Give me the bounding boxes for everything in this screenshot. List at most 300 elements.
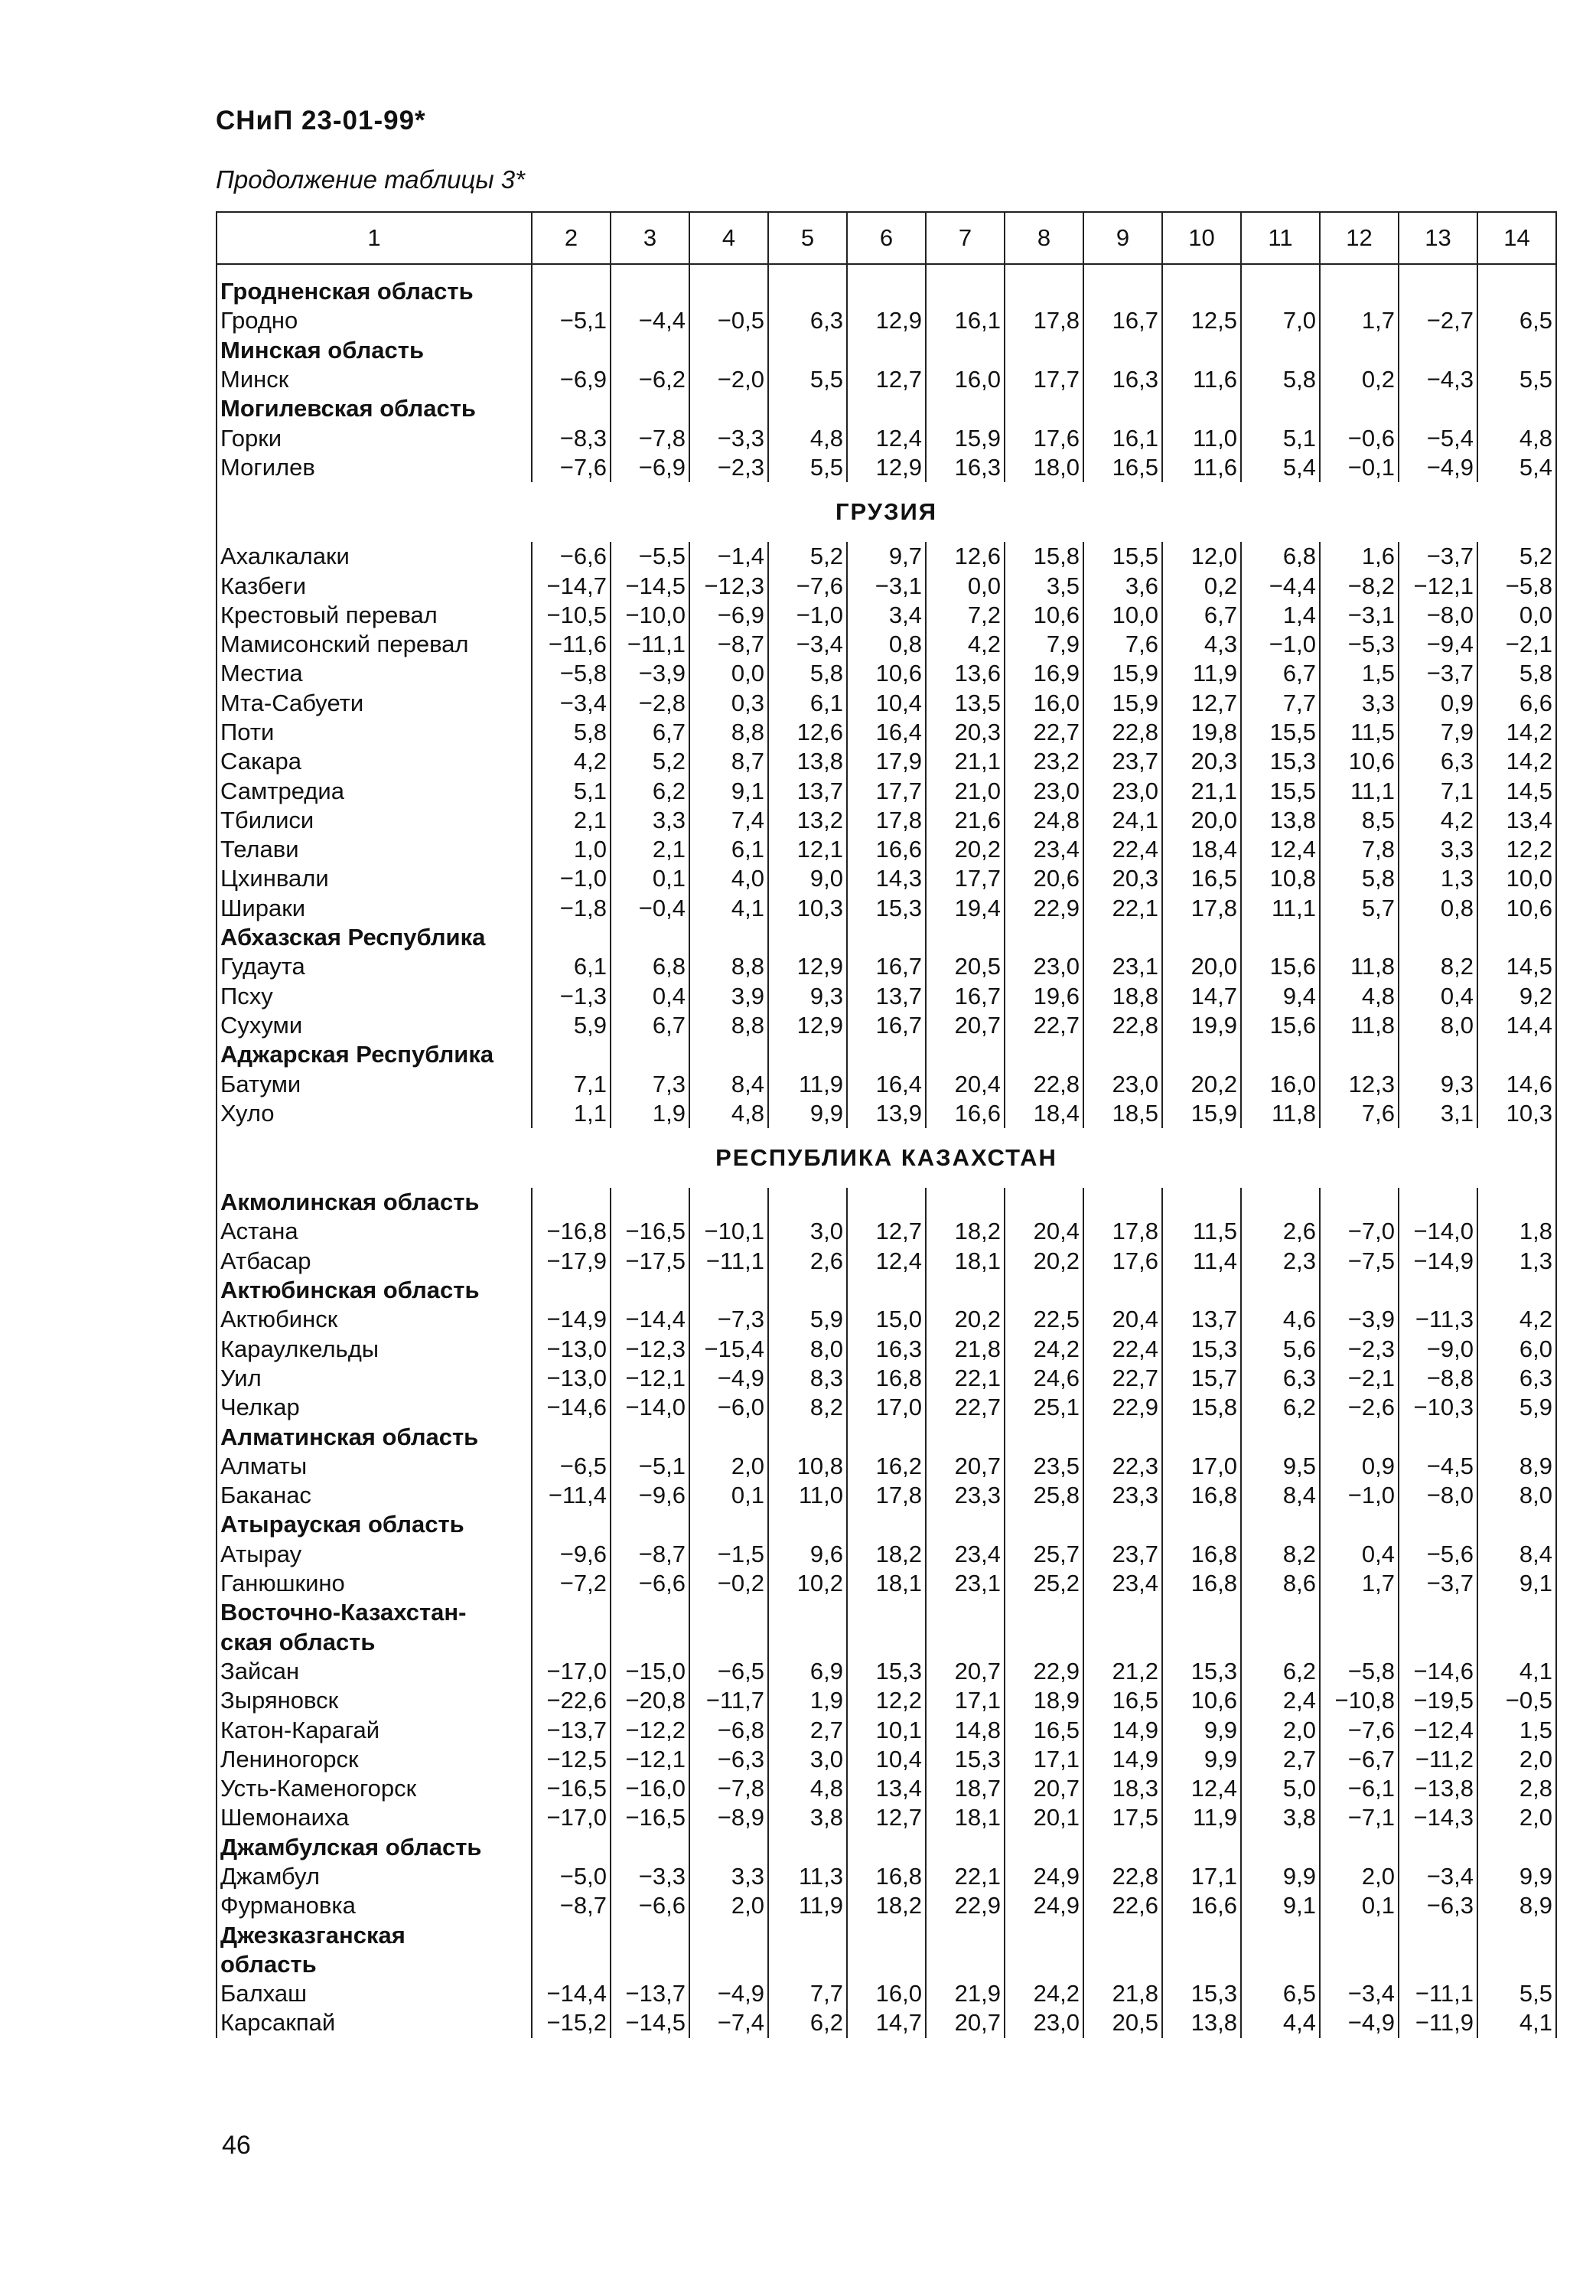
value-cell-col-2: −13,0 xyxy=(532,1335,611,1364)
value-cell-col-2: −11,4 xyxy=(532,1481,611,1510)
value-cell-col-13 xyxy=(1399,1598,1477,1627)
value-cell-col-7: 17,1 xyxy=(926,1686,1005,1715)
value-cell-col-2: −8,3 xyxy=(532,423,611,452)
table-caption: Продолжение таблицы 3* xyxy=(216,165,525,194)
value-cell-col-10: 17,0 xyxy=(1162,1452,1241,1481)
value-cell-col-9: 21,8 xyxy=(1083,1979,1162,2008)
value-cell-col-2: −7,2 xyxy=(532,1569,611,1598)
spacer-cell xyxy=(847,264,926,277)
value-cell-col-7: 16,6 xyxy=(926,1099,1005,1128)
value-cell-col-8: 20,4 xyxy=(1005,1217,1083,1246)
value-cell-col-13: 6,3 xyxy=(1399,747,1477,776)
value-cell-col-7: 15,3 xyxy=(926,1745,1005,1774)
value-cell-col-6 xyxy=(847,1276,926,1305)
station-name: Казбеги xyxy=(217,571,532,600)
value-cell-col-6: 12,2 xyxy=(847,1686,926,1715)
value-cell-col-7 xyxy=(926,1276,1005,1305)
value-cell-col-14: 14,4 xyxy=(1477,1011,1556,1040)
column-header-8: 8 xyxy=(1005,212,1083,264)
value-cell-col-13: −8,8 xyxy=(1399,1364,1477,1393)
station-row xyxy=(217,1364,1556,1393)
value-cell-col-11: 7,7 xyxy=(1241,689,1320,718)
value-cell-col-8: 22,8 xyxy=(1005,1069,1083,1098)
station-row xyxy=(217,776,1556,805)
value-cell-col-2: −5,1 xyxy=(532,306,611,335)
region-name: ская область xyxy=(217,1627,532,1656)
value-cell-col-8: 25,7 xyxy=(1005,1540,1083,1569)
value-cell-col-10: 16,8 xyxy=(1162,1540,1241,1569)
value-cell-col-5: 9,6 xyxy=(768,1540,847,1569)
value-cell-col-11: 16,0 xyxy=(1241,1069,1320,1098)
station-row xyxy=(217,1715,1556,1744)
station-row xyxy=(217,306,1556,335)
value-cell-col-7: 19,4 xyxy=(926,894,1005,923)
value-cell-col-5 xyxy=(768,277,847,306)
value-cell-col-10 xyxy=(1162,394,1241,423)
value-cell-col-9: 22,7 xyxy=(1083,1364,1162,1393)
value-cell-col-8: 18,0 xyxy=(1005,453,1083,482)
value-cell-col-14 xyxy=(1477,1188,1556,1217)
value-cell-col-9: 15,9 xyxy=(1083,689,1162,718)
value-cell-col-8 xyxy=(1005,1276,1083,1305)
station-row xyxy=(217,1686,1556,1715)
value-cell-col-3: −12,3 xyxy=(611,1335,689,1364)
value-cell-col-2 xyxy=(532,1920,611,1949)
value-cell-col-10: 14,7 xyxy=(1162,982,1241,1011)
value-cell-col-11: 6,2 xyxy=(1241,1657,1320,1686)
value-cell-col-6: 17,7 xyxy=(847,776,926,805)
value-cell-col-11: 15,6 xyxy=(1241,952,1320,981)
value-cell-col-12 xyxy=(1320,336,1399,365)
value-cell-col-4: −12,3 xyxy=(689,571,768,600)
value-cell-col-14: 5,5 xyxy=(1477,1979,1556,2008)
value-cell-col-8: 20,2 xyxy=(1005,1247,1083,1276)
value-cell-col-11 xyxy=(1241,277,1320,306)
value-cell-col-8 xyxy=(1005,394,1083,423)
value-cell-col-6 xyxy=(847,336,926,365)
value-cell-col-3: −12,1 xyxy=(611,1745,689,1774)
value-cell-col-8 xyxy=(1005,336,1083,365)
station-row xyxy=(217,1891,1556,1920)
page-number: 46 xyxy=(222,2131,251,2160)
value-cell-col-9: 22,3 xyxy=(1083,1452,1162,1481)
value-cell-col-4: −0,2 xyxy=(689,1569,768,1598)
value-cell-col-6 xyxy=(847,1950,926,1979)
value-cell-col-6: 15,3 xyxy=(847,1657,926,1686)
value-cell-col-10 xyxy=(1162,1188,1241,1217)
value-cell-col-14: 8,0 xyxy=(1477,1481,1556,1510)
value-cell-col-2: −14,4 xyxy=(532,1979,611,2008)
value-cell-col-9: 22,1 xyxy=(1083,894,1162,923)
station-row xyxy=(217,1569,1556,1598)
value-cell-col-10: 19,8 xyxy=(1162,718,1241,747)
value-cell-col-14: 14,6 xyxy=(1477,1069,1556,1098)
value-cell-col-14: 5,5 xyxy=(1477,365,1556,394)
region-row xyxy=(217,1950,1556,1979)
value-cell-col-2: 1,0 xyxy=(532,835,611,864)
value-cell-col-5: −3,4 xyxy=(768,630,847,659)
value-cell-col-10: 21,1 xyxy=(1162,776,1241,805)
country-heading: ГРУЗИЯ xyxy=(217,482,1556,542)
value-cell-col-4: −8,9 xyxy=(689,1803,768,1832)
value-cell-col-9: 7,6 xyxy=(1083,630,1162,659)
value-cell-col-5: 9,9 xyxy=(768,1099,847,1128)
value-cell-col-2: −15,2 xyxy=(532,2008,611,2037)
value-cell-col-5: 7,7 xyxy=(768,1979,847,2008)
value-cell-col-3: 0,4 xyxy=(611,982,689,1011)
value-cell-col-6: 12,4 xyxy=(847,423,926,452)
value-cell-col-6 xyxy=(847,1510,926,1539)
value-cell-col-14: 4,1 xyxy=(1477,1657,1556,1686)
value-cell-col-2: −8,7 xyxy=(532,1891,611,1920)
value-cell-col-7: 21,8 xyxy=(926,1335,1005,1364)
value-cell-col-9: 23,7 xyxy=(1083,1540,1162,1569)
value-cell-col-12: 7,6 xyxy=(1320,1099,1399,1128)
region-name: Джамбулская область xyxy=(217,1833,532,1862)
value-cell-col-3: −11,1 xyxy=(611,630,689,659)
spacer-cell xyxy=(926,264,1005,277)
value-cell-col-12: 3,3 xyxy=(1320,689,1399,718)
spacer-cell xyxy=(1005,264,1083,277)
value-cell-col-8: 17,1 xyxy=(1005,1745,1083,1774)
value-cell-col-9: 22,8 xyxy=(1083,1011,1162,1040)
value-cell-col-11: 5,4 xyxy=(1241,453,1320,482)
station-row xyxy=(217,2008,1556,2037)
value-cell-col-4: 3,9 xyxy=(689,982,768,1011)
value-cell-col-8: 23,0 xyxy=(1005,776,1083,805)
value-cell-col-13: −14,0 xyxy=(1399,1217,1477,1246)
value-cell-col-7: 21,1 xyxy=(926,747,1005,776)
value-cell-col-9: 24,1 xyxy=(1083,806,1162,835)
value-cell-col-13: −3,4 xyxy=(1399,1862,1477,1891)
value-cell-col-13: 0,9 xyxy=(1399,689,1477,718)
value-cell-col-5: 1,9 xyxy=(768,1686,847,1715)
value-cell-col-3: 6,7 xyxy=(611,1011,689,1040)
value-cell-col-7: 21,9 xyxy=(926,1979,1005,2008)
value-cell-col-10 xyxy=(1162,1040,1241,1069)
value-cell-col-8: 22,9 xyxy=(1005,894,1083,923)
station-row xyxy=(217,1099,1556,1128)
value-cell-col-12 xyxy=(1320,1950,1399,1979)
value-cell-col-13: 9,3 xyxy=(1399,1069,1477,1098)
value-cell-col-8: 16,5 xyxy=(1005,1715,1083,1744)
value-cell-col-13: 3,1 xyxy=(1399,1099,1477,1128)
value-cell-col-12: −4,9 xyxy=(1320,2008,1399,2037)
value-cell-col-5: 8,3 xyxy=(768,1364,847,1393)
value-cell-col-9 xyxy=(1083,1598,1162,1627)
value-cell-col-13: −8,0 xyxy=(1399,601,1477,630)
value-cell-col-2: −13,7 xyxy=(532,1715,611,1744)
value-cell-col-5 xyxy=(768,394,847,423)
value-cell-col-13: 8,0 xyxy=(1399,1011,1477,1040)
region-name: область xyxy=(217,1950,532,1979)
value-cell-col-9 xyxy=(1083,1276,1162,1305)
value-cell-col-5: 10,3 xyxy=(768,894,847,923)
value-cell-col-2: −6,6 xyxy=(532,542,611,571)
value-cell-col-6 xyxy=(847,394,926,423)
value-cell-col-2: −14,9 xyxy=(532,1305,611,1334)
value-cell-col-13: −11,3 xyxy=(1399,1305,1477,1334)
value-cell-col-2: −5,8 xyxy=(532,659,611,688)
value-cell-col-5 xyxy=(768,1833,847,1862)
station-name: Минск xyxy=(217,365,532,394)
value-cell-col-6: 16,4 xyxy=(847,1069,926,1098)
value-cell-col-11: 4,6 xyxy=(1241,1305,1320,1334)
value-cell-col-4: −7,8 xyxy=(689,1774,768,1803)
value-cell-col-13: −2,7 xyxy=(1399,306,1477,335)
value-cell-col-8: 23,0 xyxy=(1005,952,1083,981)
value-cell-col-11 xyxy=(1241,394,1320,423)
value-cell-col-8 xyxy=(1005,1040,1083,1069)
country-heading-row xyxy=(217,482,1556,542)
value-cell-col-13: −8,0 xyxy=(1399,1481,1477,1510)
column-header-9: 9 xyxy=(1083,212,1162,264)
value-cell-col-5 xyxy=(768,1920,847,1949)
value-cell-col-10: 0,2 xyxy=(1162,571,1241,600)
value-cell-col-6: 16,4 xyxy=(847,718,926,747)
value-cell-col-4: 3,3 xyxy=(689,1862,768,1891)
value-cell-col-13: −13,8 xyxy=(1399,1774,1477,1803)
value-cell-col-8: 22,9 xyxy=(1005,1657,1083,1686)
value-cell-col-6: 16,2 xyxy=(847,1452,926,1481)
value-cell-col-2 xyxy=(532,1510,611,1539)
station-name: Хуло xyxy=(217,1099,532,1128)
value-cell-col-4: 8,7 xyxy=(689,747,768,776)
climate-table xyxy=(216,211,1557,2038)
value-cell-col-7: 20,4 xyxy=(926,1069,1005,1098)
value-cell-col-13: −12,4 xyxy=(1399,1715,1477,1744)
value-cell-col-3 xyxy=(611,1510,689,1539)
value-cell-col-9: 16,5 xyxy=(1083,1686,1162,1715)
value-cell-col-5: 6,2 xyxy=(768,2008,847,2037)
value-cell-col-6: 12,7 xyxy=(847,1217,926,1246)
station-row xyxy=(217,1069,1556,1098)
value-cell-col-11: 6,5 xyxy=(1241,1979,1320,2008)
value-cell-col-13: 4,2 xyxy=(1399,806,1477,835)
value-cell-col-12: 10,6 xyxy=(1320,747,1399,776)
value-cell-col-10: 11,9 xyxy=(1162,659,1241,688)
value-cell-col-14: 9,2 xyxy=(1477,982,1556,1011)
station-name: Псху xyxy=(217,982,532,1011)
spacer-row xyxy=(217,264,1556,277)
value-cell-col-9 xyxy=(1083,1920,1162,1949)
value-cell-col-6: 16,8 xyxy=(847,1364,926,1393)
value-cell-col-4 xyxy=(689,394,768,423)
value-cell-col-13: −9,4 xyxy=(1399,630,1477,659)
value-cell-col-12: 11,8 xyxy=(1320,1011,1399,1040)
spacer-cell xyxy=(532,264,611,277)
value-cell-col-11: −4,4 xyxy=(1241,571,1320,600)
value-cell-col-6 xyxy=(847,1040,926,1069)
value-cell-col-7: 20,2 xyxy=(926,1305,1005,1334)
value-cell-col-7 xyxy=(926,1510,1005,1539)
value-cell-col-12: −7,6 xyxy=(1320,1715,1399,1744)
value-cell-col-6: 15,3 xyxy=(847,894,926,923)
value-cell-col-10: 18,4 xyxy=(1162,835,1241,864)
value-cell-col-9: 16,1 xyxy=(1083,423,1162,452)
value-cell-col-3: −6,6 xyxy=(611,1891,689,1920)
value-cell-col-2: −10,5 xyxy=(532,601,611,630)
station-row xyxy=(217,1481,1556,1510)
value-cell-col-12 xyxy=(1320,1188,1399,1217)
region-row xyxy=(217,1920,1556,1949)
value-cell-col-3: −7,8 xyxy=(611,423,689,452)
value-cell-col-6: 18,2 xyxy=(847,1891,926,1920)
station-row xyxy=(217,542,1556,571)
value-cell-col-14: 2,0 xyxy=(1477,1745,1556,1774)
value-cell-col-3: 7,3 xyxy=(611,1069,689,1098)
value-cell-col-2 xyxy=(532,1627,611,1656)
value-cell-col-2: −1,3 xyxy=(532,982,611,1011)
value-cell-col-14: 14,2 xyxy=(1477,718,1556,747)
value-cell-col-6: 9,7 xyxy=(847,542,926,571)
value-cell-col-5: 2,6 xyxy=(768,1247,847,1276)
value-cell-col-3: −6,6 xyxy=(611,1569,689,1598)
region-row xyxy=(217,1598,1556,1627)
value-cell-col-14: 14,2 xyxy=(1477,747,1556,776)
value-cell-col-4 xyxy=(689,923,768,952)
value-cell-col-8: 20,6 xyxy=(1005,864,1083,893)
column-header-row xyxy=(217,212,1556,264)
value-cell-col-3: −12,2 xyxy=(611,1715,689,1744)
value-cell-col-11: −1,0 xyxy=(1241,630,1320,659)
value-cell-col-4: 7,4 xyxy=(689,806,768,835)
value-cell-col-14: 10,0 xyxy=(1477,864,1556,893)
station-row xyxy=(217,1452,1556,1481)
value-cell-col-2: −1,0 xyxy=(532,864,611,893)
value-cell-col-12: −0,1 xyxy=(1320,453,1399,482)
value-cell-col-6: 10,4 xyxy=(847,1745,926,1774)
value-cell-col-12: −0,6 xyxy=(1320,423,1399,452)
value-cell-col-4 xyxy=(689,1276,768,1305)
value-cell-col-8: 22,7 xyxy=(1005,718,1083,747)
value-cell-col-12: −8,2 xyxy=(1320,571,1399,600)
value-cell-col-9: 22,8 xyxy=(1083,718,1162,747)
value-cell-col-5: 11,3 xyxy=(768,1862,847,1891)
value-cell-col-8 xyxy=(1005,1510,1083,1539)
value-cell-col-10: 12,4 xyxy=(1162,1774,1241,1803)
value-cell-col-10 xyxy=(1162,1950,1241,1979)
value-cell-col-4 xyxy=(689,1627,768,1656)
value-cell-col-9: 22,4 xyxy=(1083,835,1162,864)
value-cell-col-7: 20,7 xyxy=(926,1657,1005,1686)
value-cell-col-6: 16,3 xyxy=(847,1335,926,1364)
value-cell-col-14: 4,1 xyxy=(1477,2008,1556,2037)
value-cell-col-2: −11,6 xyxy=(532,630,611,659)
value-cell-col-6: 18,2 xyxy=(847,1540,926,1569)
value-cell-col-9: 22,9 xyxy=(1083,1393,1162,1422)
value-cell-col-4: −0,5 xyxy=(689,306,768,335)
value-cell-col-10: 16,8 xyxy=(1162,1481,1241,1510)
value-cell-col-13: 8,2 xyxy=(1399,952,1477,981)
value-cell-col-14 xyxy=(1477,1627,1556,1656)
value-cell-col-3 xyxy=(611,1598,689,1627)
value-cell-col-3: 2,1 xyxy=(611,835,689,864)
region-row xyxy=(217,1833,1556,1862)
station-name: Зыряновск xyxy=(217,1686,532,1715)
value-cell-col-4: −6,5 xyxy=(689,1657,768,1686)
value-cell-col-3: 5,2 xyxy=(611,747,689,776)
value-cell-col-6: 17,8 xyxy=(847,1481,926,1510)
value-cell-col-12: 1,7 xyxy=(1320,306,1399,335)
value-cell-col-5 xyxy=(768,1598,847,1627)
value-cell-col-8: 19,6 xyxy=(1005,982,1083,1011)
value-cell-col-11 xyxy=(1241,1422,1320,1451)
value-cell-col-11: 9,1 xyxy=(1241,1891,1320,1920)
value-cell-col-9 xyxy=(1083,1833,1162,1862)
value-cell-col-12: 0,2 xyxy=(1320,365,1399,394)
value-cell-col-5 xyxy=(768,336,847,365)
value-cell-col-7: 23,3 xyxy=(926,1481,1005,1510)
value-cell-col-9 xyxy=(1083,394,1162,423)
value-cell-col-2 xyxy=(532,277,611,306)
value-cell-col-7: 18,2 xyxy=(926,1217,1005,1246)
value-cell-col-10: 15,7 xyxy=(1162,1364,1241,1393)
value-cell-col-12: 1,6 xyxy=(1320,542,1399,571)
value-cell-col-4: 8,8 xyxy=(689,718,768,747)
value-cell-col-8: 23,4 xyxy=(1005,835,1083,864)
value-cell-col-4: −6,9 xyxy=(689,601,768,630)
column-header-7: 7 xyxy=(926,212,1005,264)
value-cell-col-2: 6,1 xyxy=(532,952,611,981)
value-cell-col-7 xyxy=(926,277,1005,306)
value-cell-col-4: 4,0 xyxy=(689,864,768,893)
value-cell-col-7 xyxy=(926,1040,1005,1069)
value-cell-col-5: 5,2 xyxy=(768,542,847,571)
value-cell-col-10: 11,5 xyxy=(1162,1217,1241,1246)
station-row xyxy=(217,1540,1556,1569)
value-cell-col-6: 16,7 xyxy=(847,1011,926,1040)
value-cell-col-8: 23,0 xyxy=(1005,2008,1083,2037)
value-cell-col-10: 20,2 xyxy=(1162,1069,1241,1098)
value-cell-col-14: 10,6 xyxy=(1477,894,1556,923)
value-cell-col-6: 12,7 xyxy=(847,1803,926,1832)
value-cell-col-4: 8,4 xyxy=(689,1069,768,1098)
value-cell-col-8: 22,5 xyxy=(1005,1305,1083,1334)
value-cell-col-14: 4,8 xyxy=(1477,423,1556,452)
value-cell-col-12: 1,7 xyxy=(1320,1569,1399,1598)
value-cell-col-3: 3,3 xyxy=(611,806,689,835)
value-cell-col-14: 6,0 xyxy=(1477,1335,1556,1364)
value-cell-col-12: −1,0 xyxy=(1320,1481,1399,1510)
station-row xyxy=(217,894,1556,923)
value-cell-col-4: 4,1 xyxy=(689,894,768,923)
value-cell-col-7: 4,2 xyxy=(926,630,1005,659)
value-cell-col-2 xyxy=(532,394,611,423)
region-name: Могилевская область xyxy=(217,394,532,423)
value-cell-col-6: 12,7 xyxy=(847,365,926,394)
value-cell-col-13 xyxy=(1399,923,1477,952)
value-cell-col-11: 15,3 xyxy=(1241,747,1320,776)
value-cell-col-6: 12,9 xyxy=(847,306,926,335)
station-row xyxy=(217,1745,1556,1774)
column-header-3: 3 xyxy=(611,212,689,264)
value-cell-col-14 xyxy=(1477,1950,1556,1979)
value-cell-col-3: 6,2 xyxy=(611,776,689,805)
value-cell-col-2: −12,5 xyxy=(532,1745,611,1774)
value-cell-col-11: 1,4 xyxy=(1241,601,1320,630)
country-heading: РЕСПУБЛИКА КАЗАХСТАН xyxy=(217,1128,1556,1188)
value-cell-col-11 xyxy=(1241,923,1320,952)
value-cell-col-12: 11,5 xyxy=(1320,718,1399,747)
station-name: Шираки xyxy=(217,894,532,923)
value-cell-col-7: 18,7 xyxy=(926,1774,1005,1803)
value-cell-col-10: 15,3 xyxy=(1162,1657,1241,1686)
value-cell-col-10 xyxy=(1162,1627,1241,1656)
value-cell-col-6 xyxy=(847,1627,926,1656)
value-cell-col-7: 23,1 xyxy=(926,1569,1005,1598)
value-cell-col-2: 5,8 xyxy=(532,718,611,747)
